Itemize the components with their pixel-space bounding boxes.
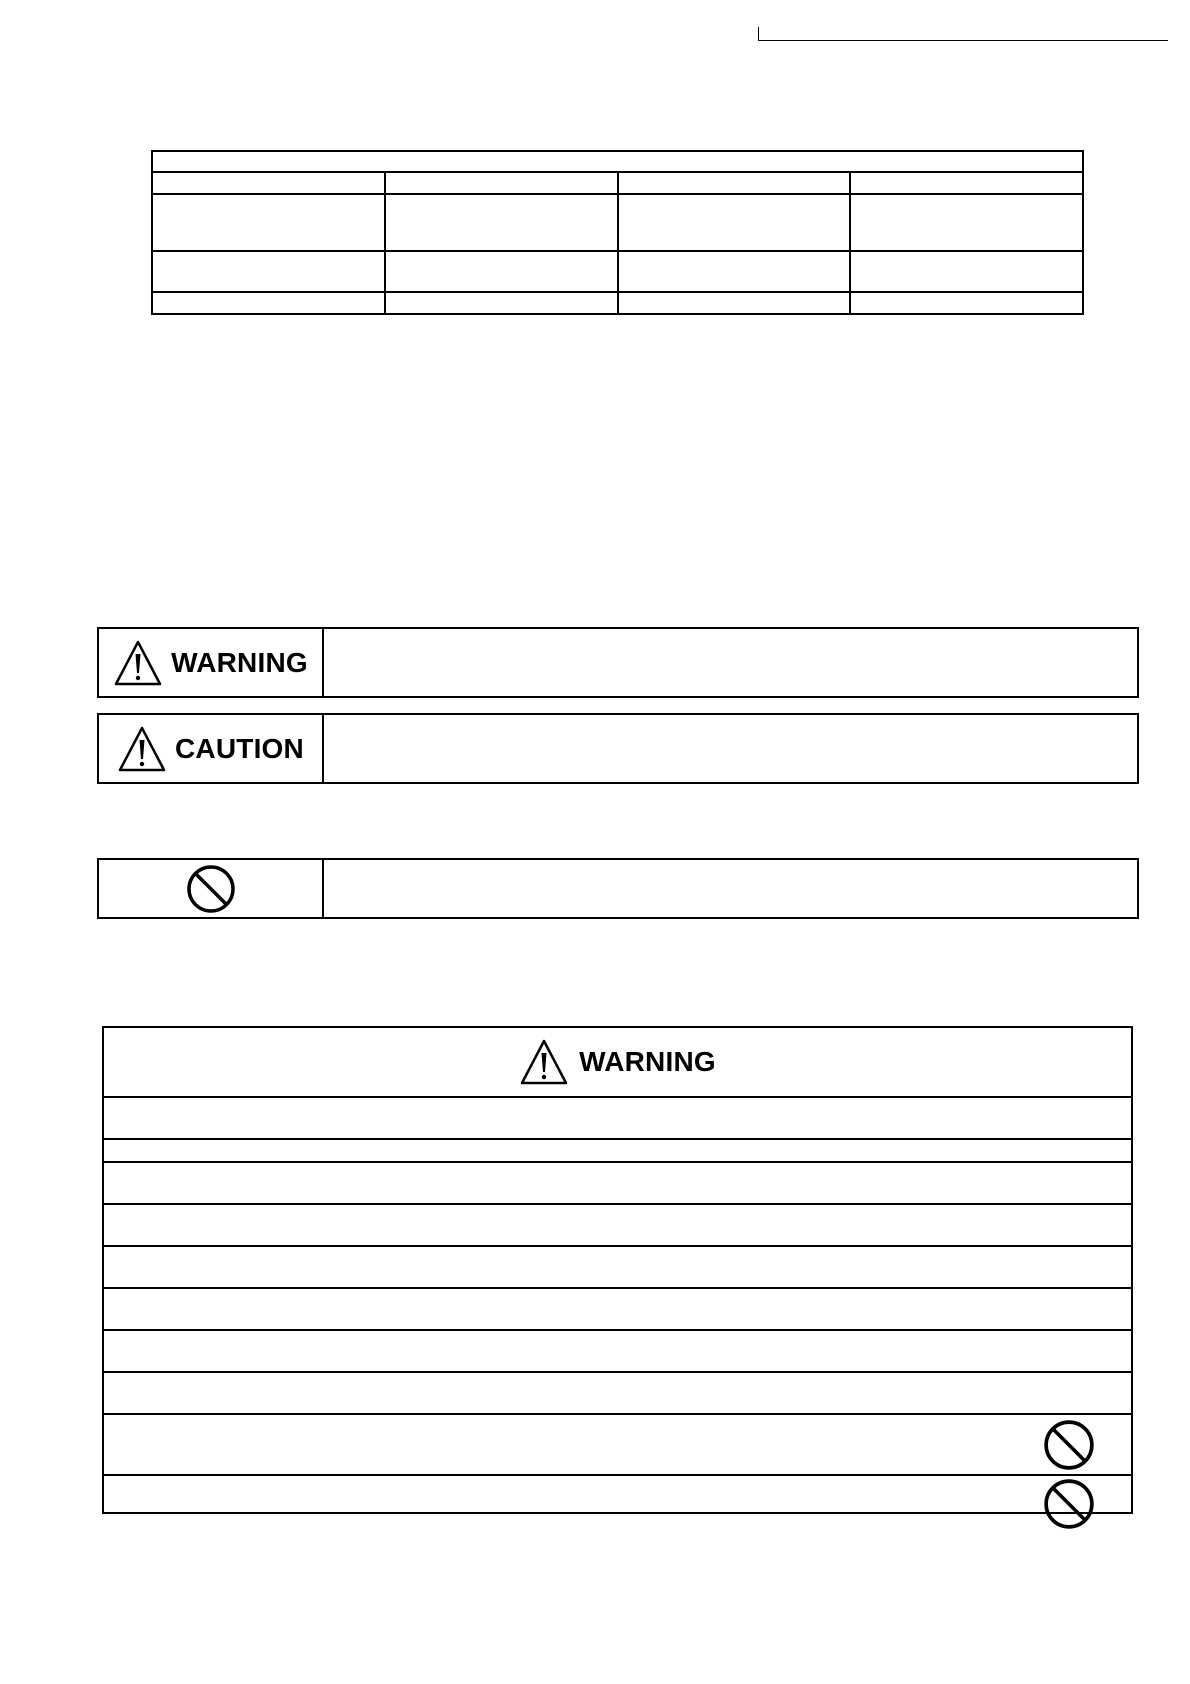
table-cell — [385, 194, 618, 251]
table-cell — [152, 194, 385, 251]
header-rule — [758, 27, 1168, 41]
caution-description — [324, 715, 1137, 782]
prohibited-symbol-box — [97, 858, 1139, 919]
prohibited-icon — [186, 864, 236, 914]
prohibited-symbol-cell — [99, 860, 324, 917]
table-row — [104, 1415, 1131, 1476]
warning-table-title: WARNING — [579, 1046, 716, 1077]
table-row — [104, 1098, 1131, 1140]
specification-table — [151, 150, 1084, 313]
table-cell — [850, 194, 1083, 251]
caution-signal-box — [97, 713, 1139, 784]
table-cell — [152, 151, 1083, 172]
warning-label: WARNING — [171, 646, 308, 678]
warning-table — [102, 1026, 1133, 1514]
table-cell — [152, 172, 385, 194]
warning-triangle-icon — [113, 639, 163, 687]
table-row — [104, 1163, 1131, 1205]
table-cell — [152, 251, 385, 292]
table-cell — [618, 172, 851, 194]
table-cell — [850, 251, 1083, 292]
table-cell — [385, 251, 618, 292]
table-cell — [618, 194, 851, 251]
warning-table-header — [104, 1028, 1131, 1098]
table-cell — [152, 292, 385, 314]
table-row — [104, 1476, 1131, 1532]
table-row — [104, 1289, 1131, 1331]
caution-triangle-icon — [117, 725, 167, 773]
table-cell — [850, 292, 1083, 314]
table-row — [104, 1247, 1131, 1289]
caution-label: CAUTION — [175, 732, 304, 764]
table-cell — [618, 292, 851, 314]
prohibited-description — [324, 860, 1137, 917]
table-row — [104, 1140, 1131, 1163]
table-row — [104, 1373, 1131, 1415]
table-cell — [618, 251, 851, 292]
table-row — [104, 1331, 1131, 1373]
warning-signal-box — [97, 627, 1139, 698]
warning-description — [324, 629, 1137, 696]
table-cell — [850, 172, 1083, 194]
table-cell — [385, 292, 618, 314]
prohibited-icon — [1043, 1478, 1095, 1530]
table-row — [104, 1205, 1131, 1247]
prohibited-icon — [1043, 1419, 1095, 1471]
caution-signal-cell — [99, 715, 324, 782]
warning-triangle-icon — [519, 1038, 569, 1086]
warning-signal-cell — [99, 629, 324, 696]
table-cell — [385, 172, 618, 194]
